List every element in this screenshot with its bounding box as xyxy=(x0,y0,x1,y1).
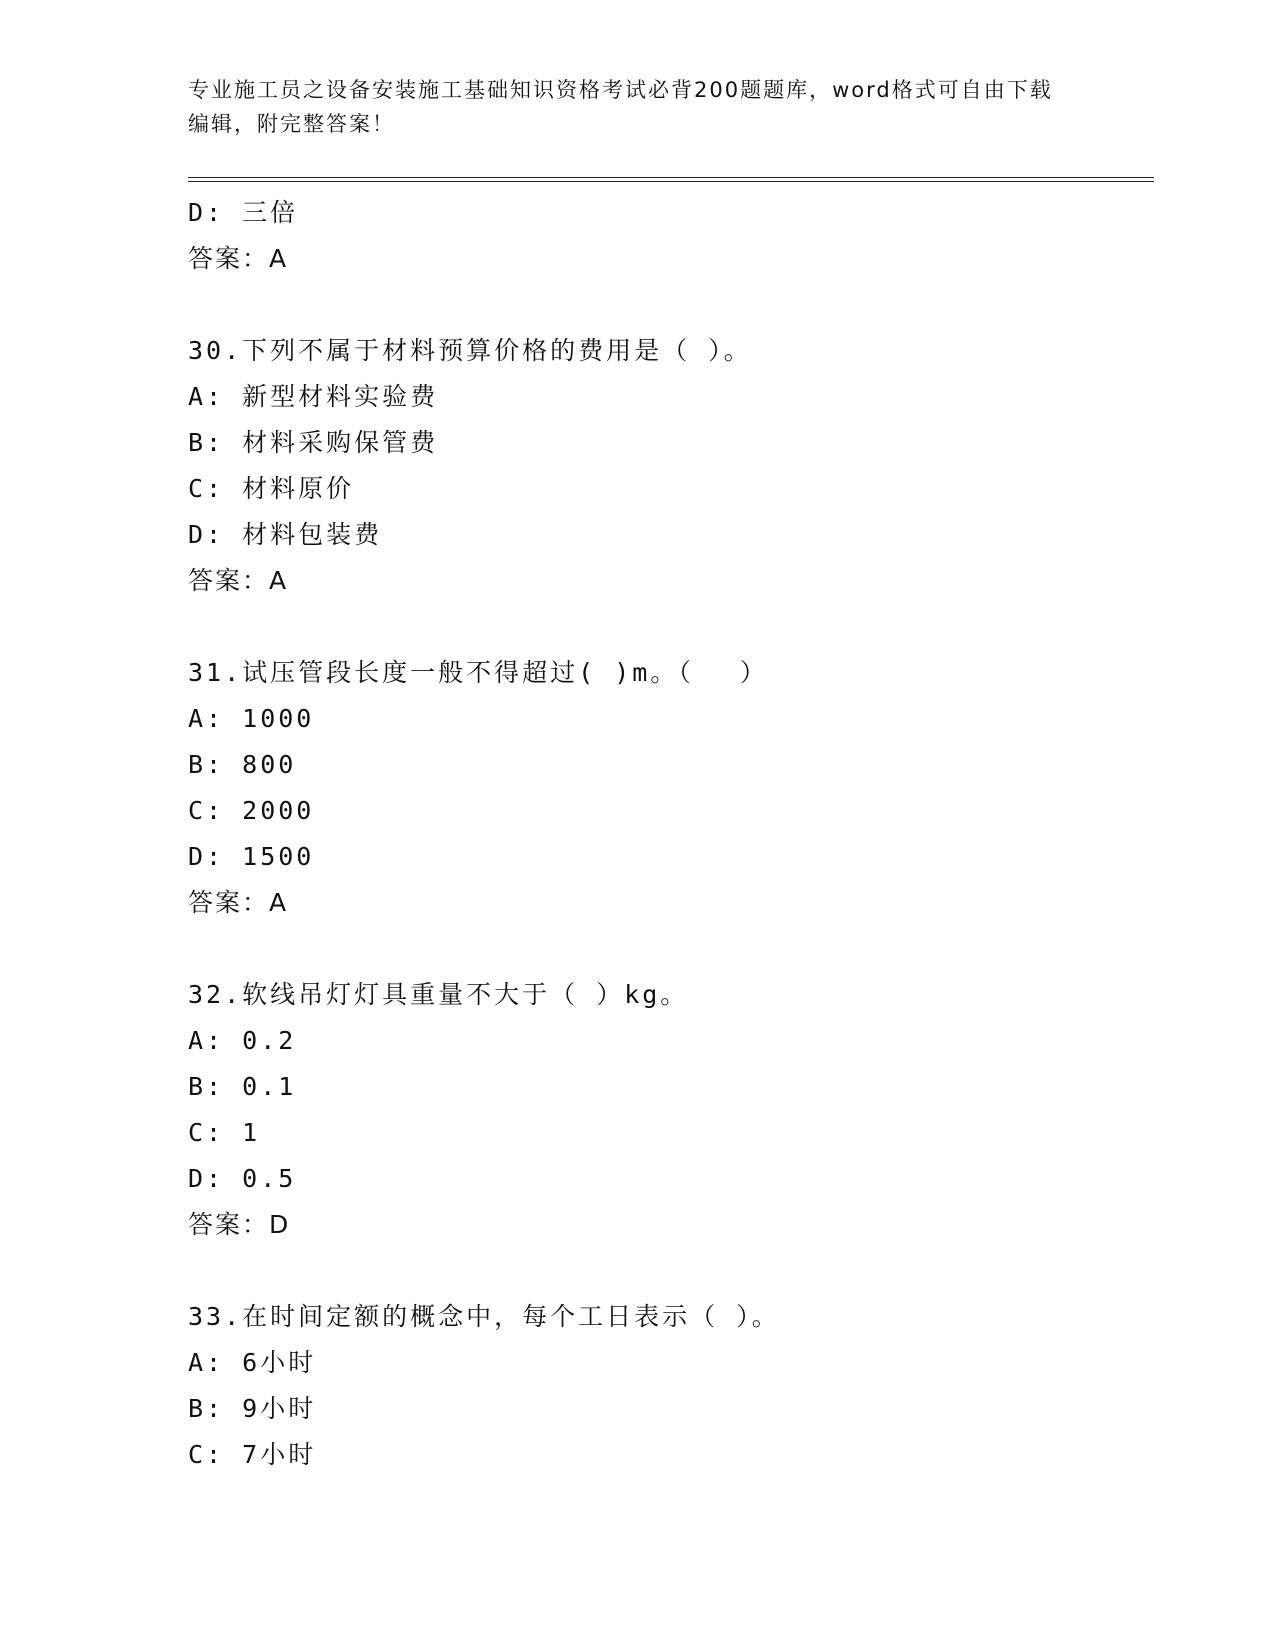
document-header: 专业施工员之设备安装施工基础知识资格考试必背200题题库，word格式可自由下载编辑，附完整答案！ xyxy=(188,78,1053,136)
option-d: D: 材料包装费 xyxy=(188,520,383,549)
spacer xyxy=(188,282,1148,328)
option-b: B: 800 xyxy=(188,750,297,779)
answer-line: 答案：A xyxy=(188,244,289,273)
question-stem: 30.下列不属于材料预算价格的费用是（ ）。 xyxy=(188,336,752,365)
answer-line: 答案：D xyxy=(188,1210,291,1239)
question-33 xyxy=(188,1294,1148,1478)
option-c: C: 7小时 xyxy=(188,1440,317,1469)
option-b: B: 0.1 xyxy=(188,1072,297,1101)
question-31 xyxy=(188,650,1148,926)
option-a: A: 1000 xyxy=(188,704,315,733)
question-stem: 33.在时间定额的概念中，每个工日表示（ ）。 xyxy=(188,1302,780,1331)
question-stem: 32.软线吊灯灯具重量不大于（ ）kg。 xyxy=(188,980,689,1009)
question-30 xyxy=(188,328,1148,604)
answer-line: 答案：A xyxy=(188,888,289,917)
question-32 xyxy=(188,972,1148,1248)
option-c: C: 材料原价 xyxy=(188,474,355,503)
answer-line: 答案：A xyxy=(188,566,289,595)
question-stem: 31.试压管段长度一般不得超过( )m。（ ） xyxy=(188,658,768,687)
document-body xyxy=(188,190,1148,1478)
option-d: D: 0.5 xyxy=(188,1164,297,1193)
option-c: C: 1 xyxy=(188,1118,261,1147)
option-a: A: 0.2 xyxy=(188,1026,297,1055)
option-d: D: 1500 xyxy=(188,842,315,871)
option-b: B: 9小时 xyxy=(188,1394,317,1423)
option-b: B: 材料采购保管费 xyxy=(188,428,439,457)
option-d: D: 三倍 xyxy=(188,198,299,227)
option-c: C: 2000 xyxy=(188,796,315,825)
option-a: A: 新型材料实验费 xyxy=(188,382,439,411)
spacer xyxy=(188,926,1148,972)
spacer xyxy=(188,1248,1148,1294)
option-a: A: 6小时 xyxy=(188,1348,317,1377)
header-divider xyxy=(188,177,1154,182)
spacer xyxy=(188,604,1148,650)
